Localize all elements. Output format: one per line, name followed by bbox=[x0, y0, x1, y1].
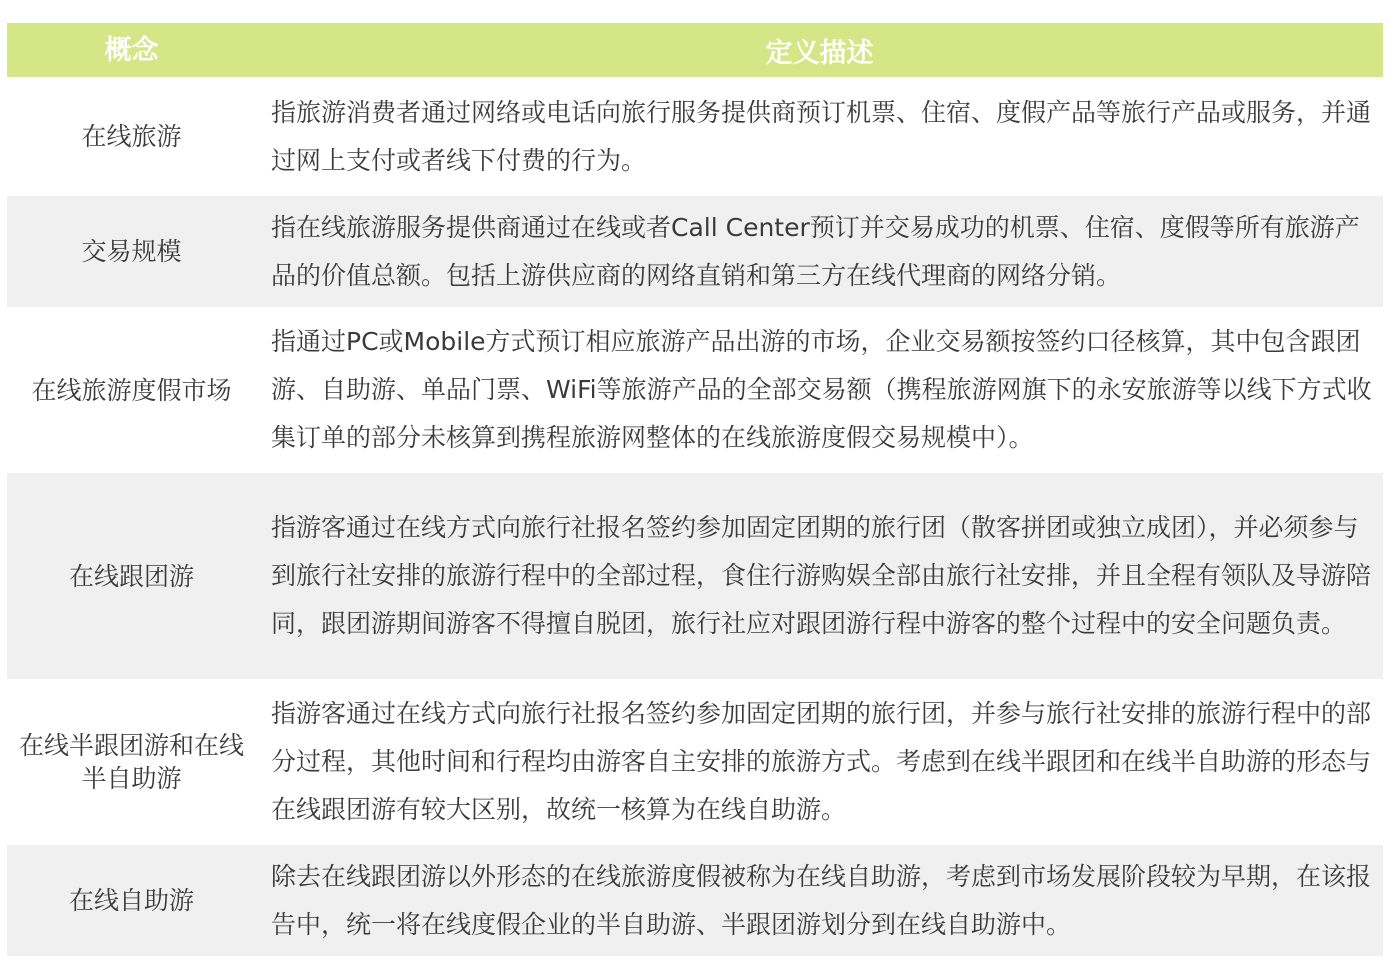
table-row bbox=[7, 683, 1383, 841]
definition-cell: 指在线旅游服务提供商通过在线或者Call Center预订并交易成功的机票、住宿、度假等所有旅游产品的价值总额。包括上游供应商的网络直销和第三方在线代理商的网络分销。 bbox=[271, 212, 1360, 290]
header-definition: 定义描述 bbox=[765, 37, 874, 69]
table-header bbox=[7, 23, 1383, 77]
header-concept: 概念 bbox=[104, 34, 159, 66]
definition-cell: 指游客通过在线方式向旅行社报名签约参加固定团期的旅行团，并参与旅行社安排的旅游行程中的部分过程，其他时间和行程均由游客自主安排的旅游方式。考虑到在线半跟团和在线半自助游的形态与在线跟团游有较大区别，故统一核算为在线自助游。 bbox=[271, 699, 1372, 824]
table-row bbox=[7, 81, 1383, 192]
concept-cell: 在线跟团游 bbox=[68, 561, 194, 591]
concept-cell: 在线半跟团游和在线半自助游 bbox=[18, 731, 244, 793]
concept-cell: 在线旅游 bbox=[81, 122, 182, 151]
table-row bbox=[7, 845, 1383, 956]
concept-cell: 在线旅游度假市场 bbox=[31, 375, 232, 405]
table-row bbox=[7, 196, 1383, 307]
concept-cell: 交易规模 bbox=[81, 237, 182, 266]
definition-cell: 指游客通过在线方式向旅行社报名签约参加固定团期的旅行团（散客拼团或独立成团），并必须参与到旅行社安排的旅游行程中的全部过程，食住行游购娱全部由旅行社安排，并且全程有领队及导游陪同，跟团游期间游客不得擅自脱团，旅行社应对跟团游行程中游客的整个过程中的安全问题负责。 bbox=[271, 513, 1372, 638]
definition-cell: 除去在线跟团游以外形态的在线旅游度假被称为在线自助游，考虑到市场发展阶段较为早期，在该报告中，统一将在线度假企业的半自助游、半跟团游划分到在线自助游中。 bbox=[271, 861, 1372, 939]
definition-cell: 指旅游消费者通过网络或电话向旅行服务提供商预订机票、住宿、度假产品等旅行产品或服务，并通过网上支付或者线下付费的行为。 bbox=[271, 97, 1372, 175]
definitions-table bbox=[7, 23, 1383, 956]
concept-cell: 在线自助游 bbox=[68, 886, 194, 915]
table-row bbox=[7, 311, 1383, 469]
table-row bbox=[7, 473, 1383, 679]
definition-cell: 指通过PC或Mobile方式预订相应旅游产品出游的市场，企业交易额按签约口径核算，其中包含跟团游、自助游、单品门票、WiFi等旅游产品的全部交易额（携程旅游网旗下的永安旅游等以线下方式收集订单的部分未核算到携程旅游网整体的在线旅游度假交易规模中）。 bbox=[271, 327, 1372, 452]
